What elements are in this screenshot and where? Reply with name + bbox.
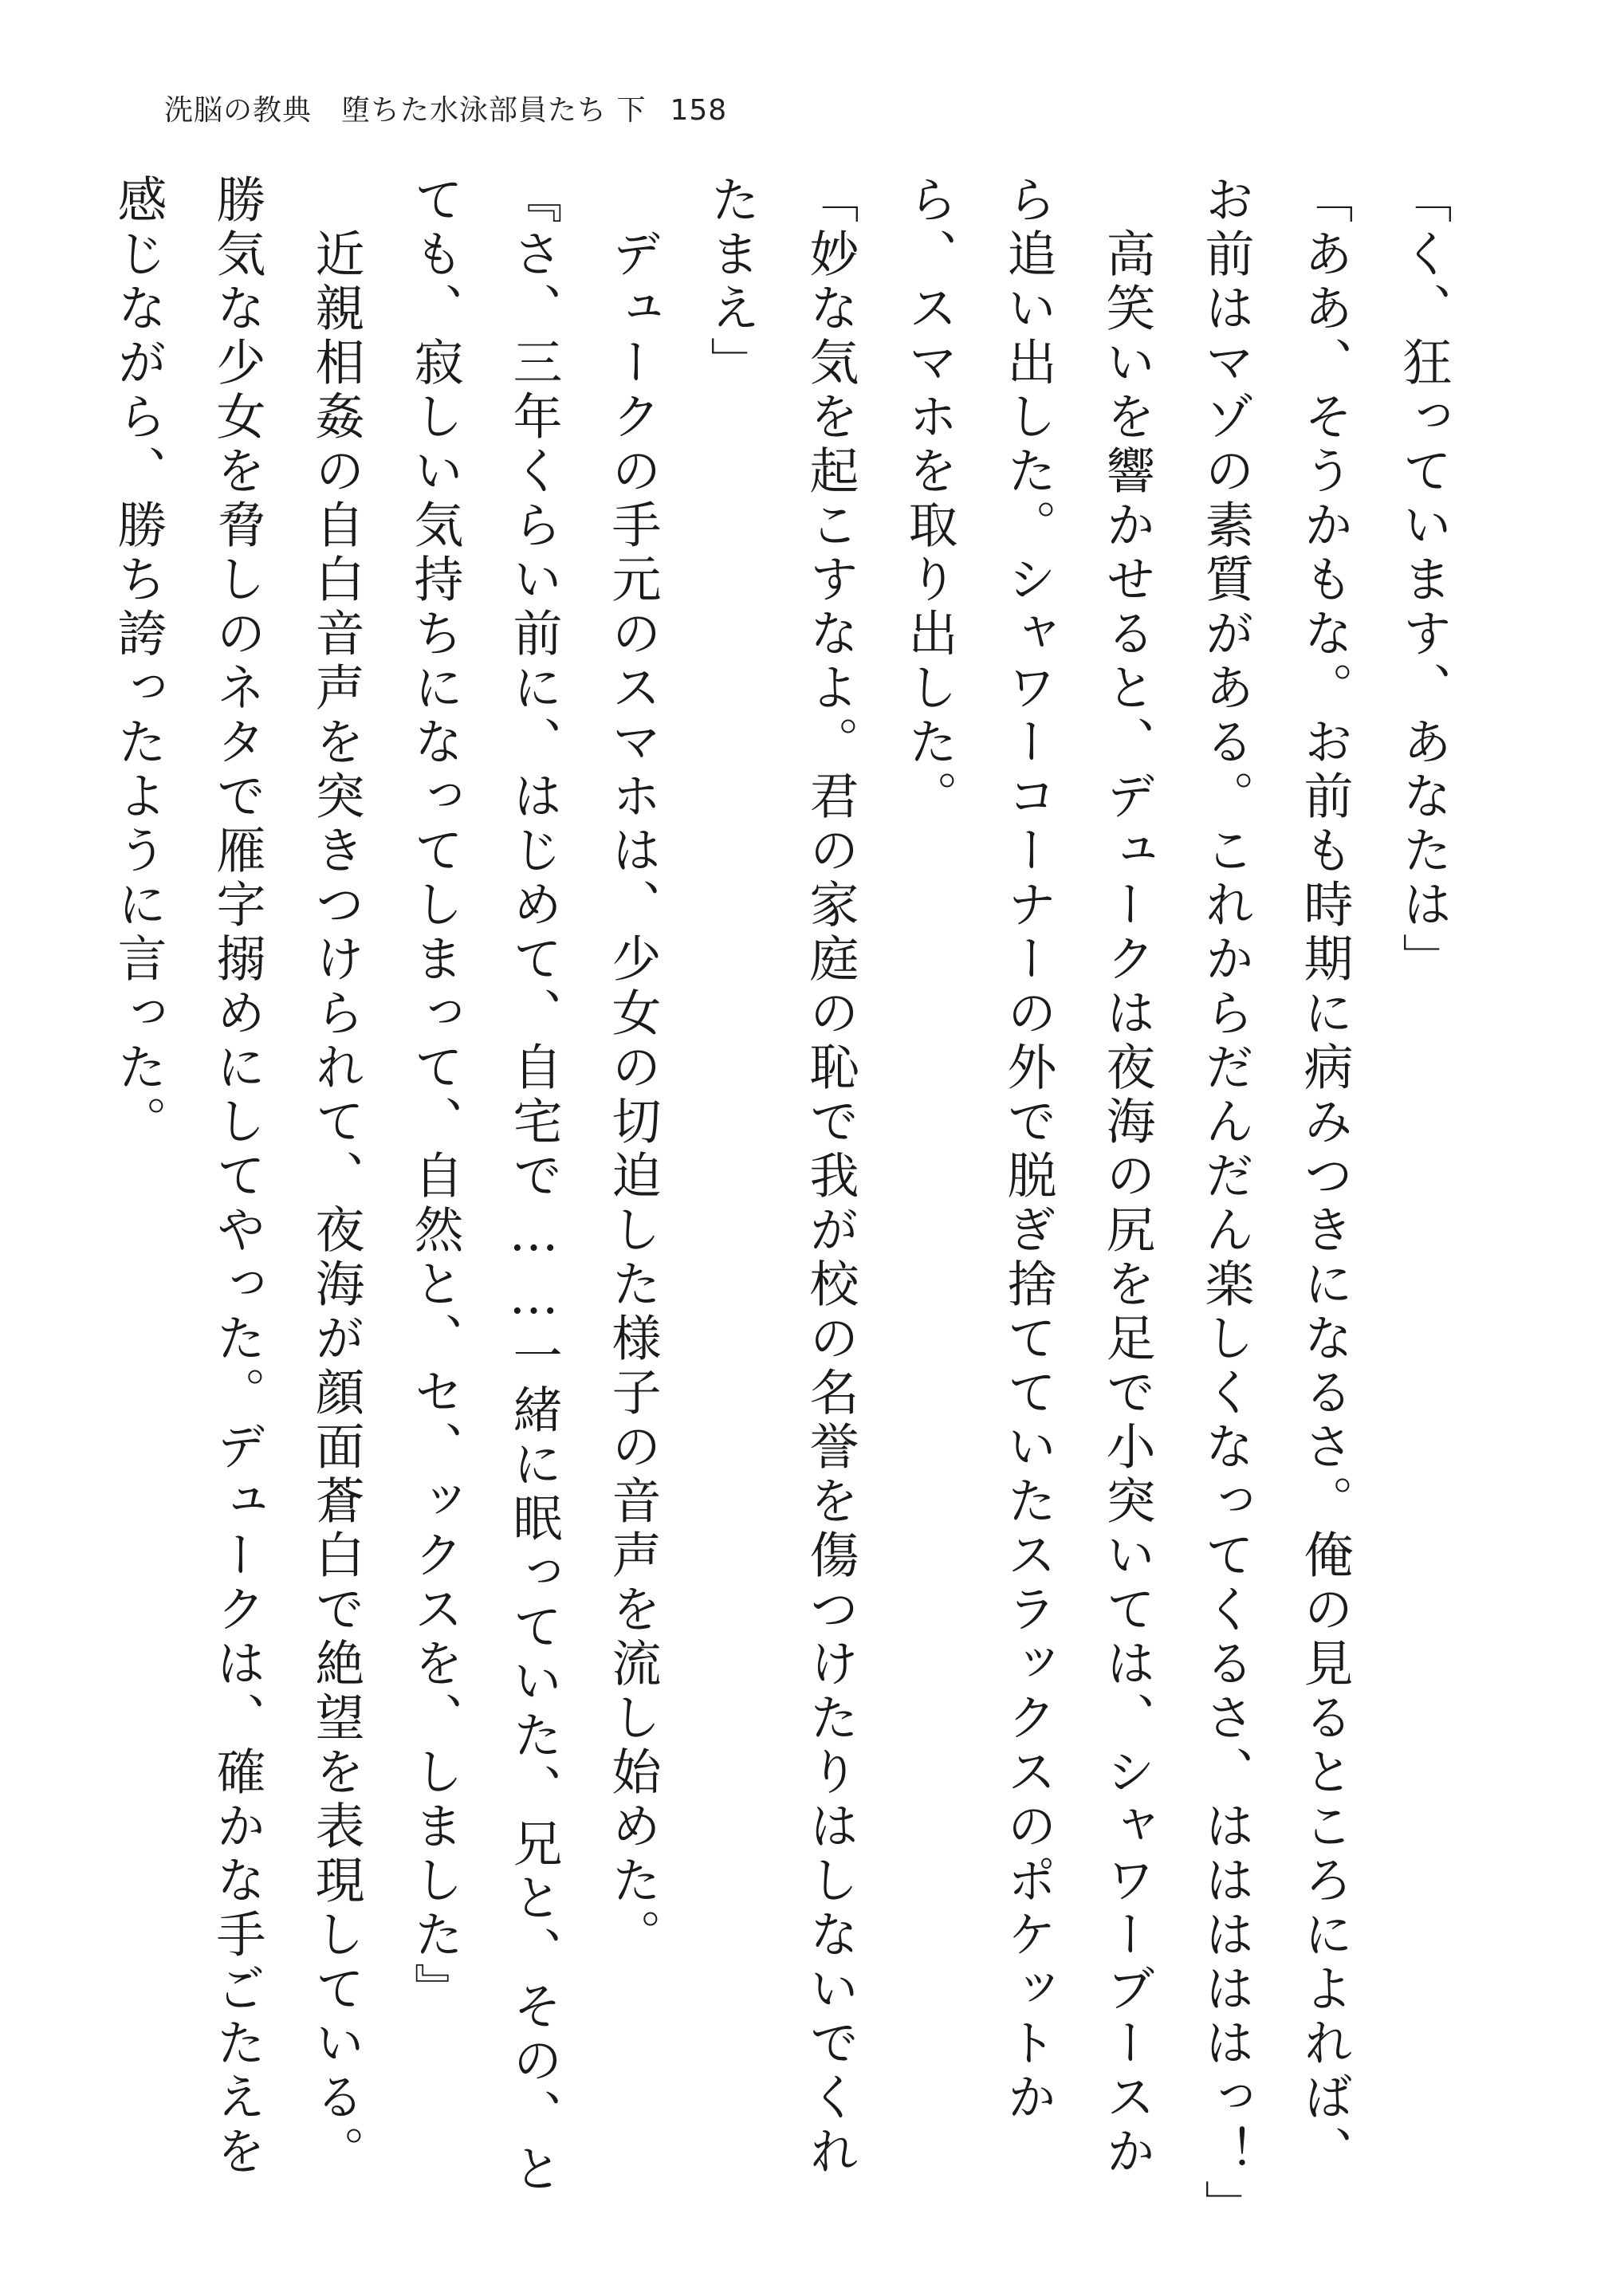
vertical-body-text <box>109 174 1473 2234</box>
paragraph: 「く、狂っています、あなたは」 <box>1394 174 1453 987</box>
paragraph: 高笑いを響かせると、デュークは夜海の尻を足で小突いては、シャワーブースから追い出した。シャワーコーナーの外で脱ぎ捨てていたスラックスのポケットから、スマホを取り出した。 <box>900 174 1156 2180</box>
page-number: 158 <box>670 94 728 127</box>
paragraph: 近親相姦の自白音声を突きつけられて、夜海が顔面蒼白で絶望を表現している。勝気な少女を脅しのネタで雁字搦めにしてやった。デュークは、確かな手ごたえを感じながら、勝ち誇ったように言った。 <box>109 174 365 2180</box>
paragraph: 『さ、三年くらい前に、はじめて、自宅で……一緒に眠っていた、兄と、その、とても、寂しい気持ちになってしまって、自然と、セ、ックスを、しました』 <box>406 174 563 2197</box>
running-header <box>164 88 727 128</box>
paragraph: 「妙な気を起こすなよ。君の家庭の恥で我が校の名誉を傷つけたりはしないでくれたまえ」 <box>702 174 859 2180</box>
paragraph: デュークの手元のスマホは、少女の切迫した様子の音声を流し始めた。 <box>604 174 662 1963</box>
book-title: 洗脳の教典 堕ちた水泳部員たち 下 <box>164 94 647 127</box>
paragraph: 「ああ、そうかもな。お前も時期に病みつきになるさ。俺の見るところによれば、お前はマゾの素質がある。これからだんだん楽しくなってくるさ、はははははっ！」 <box>1197 174 1354 2234</box>
